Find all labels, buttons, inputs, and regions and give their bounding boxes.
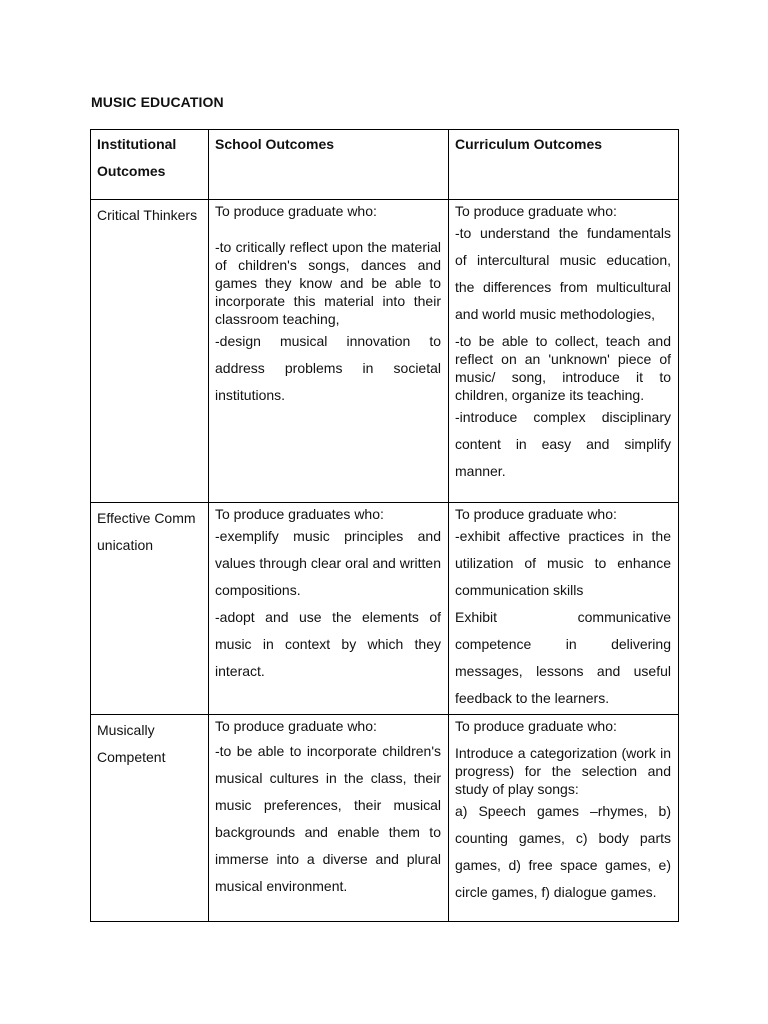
table-header-row bbox=[91, 130, 679, 200]
curriculum-outcome-item: Exhibit communicative competence in delivering messages, lessons and useful feedback to the learners. bbox=[455, 609, 671, 706]
table-row bbox=[91, 200, 679, 503]
document-title: MUSIC EDUCATION bbox=[91, 94, 224, 110]
curriculum-outcomes-cell bbox=[449, 200, 679, 503]
curriculum-lead: To produce graduate who: bbox=[455, 203, 617, 219]
school-outcome-item: -to critically reflect upon the material of children's songs, dances and games they know and be able to incorporate this material into their classroom teaching, bbox=[215, 239, 441, 327]
table-row bbox=[91, 503, 679, 715]
table-row bbox=[91, 715, 679, 922]
curriculum-outcome-item: -to be able to collect, teach and reflect on an 'unknown' piece of music/ song, introduce it to children, organize its teaching. bbox=[455, 333, 671, 403]
header-institutional-outcomes: Institutional Outcomes bbox=[91, 130, 209, 200]
school-lead: To produce graduate who: bbox=[215, 718, 377, 734]
outcomes-table bbox=[90, 129, 679, 922]
row-label: Musically Competent bbox=[97, 722, 166, 765]
row-label-cell bbox=[91, 200, 209, 503]
curriculum-lead: To produce graduate who: bbox=[455, 506, 617, 522]
header-curriculum-outcomes: Curriculum Outcomes bbox=[449, 130, 679, 200]
school-outcome-item: -design musical innovation to address problems in societal institutions. bbox=[215, 333, 441, 403]
school-lead: To produce graduate who: bbox=[215, 203, 377, 219]
curriculum-outcome-item: -to understand the fundamentals of intercultural music education, the differences from multicultural and world music methodologies, bbox=[455, 225, 671, 322]
curriculum-outcome-item: a) Speech games –rhymes, b) counting games, c) body parts games, d) free space games, e) circle games, f) dialogue games. bbox=[455, 803, 671, 900]
school-outcomes-cell bbox=[209, 715, 449, 922]
school-lead: To produce graduates who: bbox=[215, 506, 384, 522]
curriculum-outcome-item: Introduce a categorization (work in progress) for the selection and study of play songs: bbox=[455, 745, 671, 797]
row-label: Critical Thinkers bbox=[97, 207, 198, 223]
school-outcomes-cell bbox=[209, 200, 449, 503]
school-outcome-item: -to be able to incorporate children's musical cultures in the class, their music preferences, their musical backgrounds and enable them to immerse into a diverse and plural musical environment. bbox=[215, 743, 441, 894]
curriculum-lead: To produce graduate who: bbox=[455, 718, 617, 734]
row-label: Effective Communication bbox=[97, 510, 196, 553]
curriculum-outcome-item: -exhibit affective practices in the utilization of music to enhance communication skills bbox=[455, 528, 671, 598]
school-outcome-item: -adopt and use the elements of music in context by which they interact. bbox=[215, 609, 441, 679]
curriculum-outcome-item: -introduce complex disciplinary content in easy and simplify manner. bbox=[455, 409, 671, 479]
curriculum-outcomes-cell bbox=[449, 503, 679, 715]
school-outcome-item: -exemplify music principles and values through clear oral and written compositions. bbox=[215, 528, 441, 598]
row-label-cell bbox=[91, 503, 209, 715]
school-outcomes-cell bbox=[209, 503, 449, 715]
row-label-cell bbox=[91, 715, 209, 922]
curriculum-outcomes-cell bbox=[449, 715, 679, 922]
header-school-outcomes: School Outcomes bbox=[209, 130, 449, 200]
